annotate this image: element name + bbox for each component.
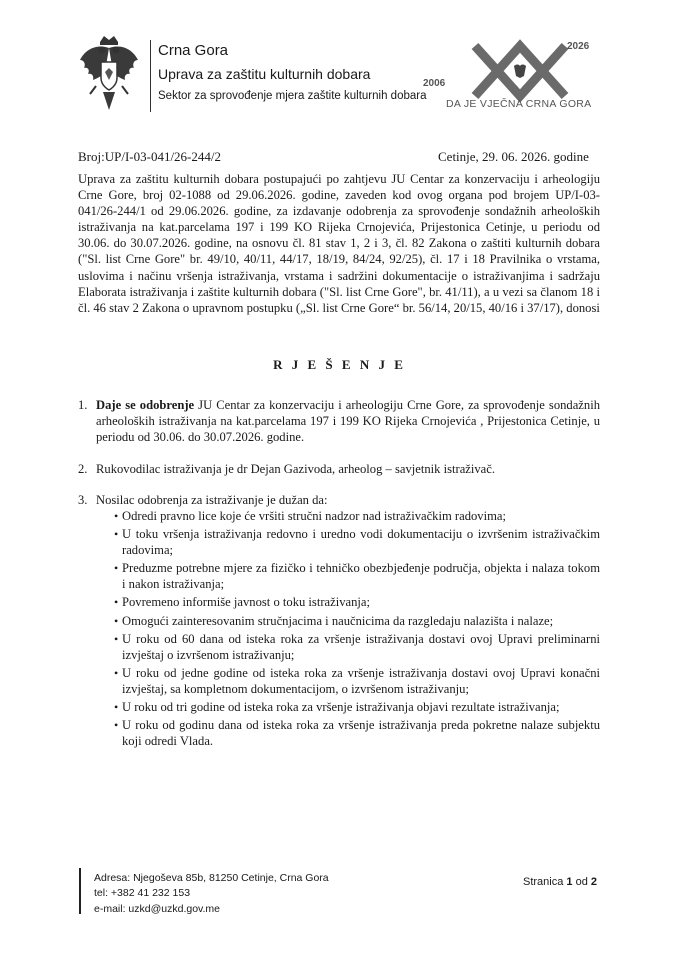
list-item: • Omogući zainteresovanim stručnjacima i naučnicima da razgledaju nalazišta i nalaze; bbox=[96, 613, 600, 629]
footer-address: Adresa: Njegoševa 85b, 81250 Cetinje, Crna Gora bbox=[94, 872, 329, 884]
intro-paragraph: Uprava za zaštitu kulturnih dobara postupajući po zahtjevu JU Centar za konzervaciju i arheologiju Crne Gore, broj 02-1088 od 29.06.2026. godine, zaveden kod ovog organa pod brojem UP/I-03-041/26-244/1 od 29.06.2026. godine, za izdavanje odobrenja za sprovođenje sondažnih arheoloških istraživanja na kat.parcelama 197 i 199 KO Rijeka Crnojevića, Prijestonica Cetinje, u periodu od 30.06. do 30.07.2026. godine, na osnovu čl. 81 stav 1, 2 i 3, čl. 82 Zakona o zaštiti kulturnih dobara ("Sl. list Crne Gore" br. 49/10, 40/11, 44/17, 18/19, 84/24, 92/25), čl. 17 i 18 Pravilnika o vrstama, uslovima i načinu vršenja istraživanja, vrstama i sadržini dokumentacije o istraživanjima i sadržaju Elaborata istraživanja i zaštite kulturnih dobara ("Sl. list Crne Gore", br. 41/11), a u vezi sa članom 18 i čl. 46 stav 2 Zakona o upravnom postupku („Sl. list Crne Gore“ br. 56/14, 20/15, 40/16 i 37/17), donosi bbox=[78, 172, 600, 315]
item-text: Nosilac odobrenja za istraživanje je dužan da: bbox=[96, 493, 328, 507]
coat-of-arms-icon bbox=[78, 34, 140, 112]
list-item: • Preduzme potrebne mjere za fizičko i tehničko obezbjeđenje područja, objekta i nalaza tokom i nakon istraživanja; bbox=[96, 560, 600, 592]
list-item: • U roku od godinu dana od isteka roka za vršenje istraživanja preda pokretne nalaze subjektu koji odredi Vlada. bbox=[96, 717, 600, 749]
decision-item-1 bbox=[78, 397, 600, 445]
item-body: JU Centar za konzervaciju i arheologiju Crne Gore, za sprovođenje sondažnih arheoloških istraživanja na kat.parcelama 197 i 199 KO Rijeka Crnojevića , Prijestonica Cetinje, u periodu od 30.06. do 30.07.2026. godine. bbox=[96, 398, 600, 445]
item-text bbox=[78, 397, 600, 445]
list-item: • Povremeno informiše javnost o toku istraživanja; bbox=[96, 594, 600, 610]
list-item: • U roku od 60 dana od isteka roka za vršenje istraživanja dostavi ovoj Upravi preliminarni izvještaj o izvršenom istraživanju; bbox=[96, 631, 600, 663]
jubilee-tagline: DA JE VJEČNA CRNA GORA bbox=[446, 98, 592, 110]
jubilee-year-end: 2026 bbox=[567, 41, 590, 52]
reference-number: Broj:UP/I-03-041/26-244/2 bbox=[78, 149, 221, 164]
list-item: • Odredi pravno lice koje će vršiti stručni nadzor nad istraživačkim radovima; bbox=[96, 508, 600, 524]
list-item: • U roku od tri godine od isteka roka za vršenje istraživanja objavi rezultate istraživanja; bbox=[96, 699, 600, 715]
header-sector: Sektor za sprovođenje mjera zaštite kulturnih dobara bbox=[158, 90, 427, 102]
page-of: od bbox=[575, 876, 588, 888]
decision-title: R J E Š E N J E bbox=[273, 357, 406, 372]
footer-divider bbox=[79, 868, 81, 914]
list-item: • U roku od jedne godine od isteka roka za vršenje istraživanja dostavi ovoj Upravi konačni izvještaj, sa kompletnom dokumentacijom, o izvršenom istraživanju; bbox=[96, 665, 600, 697]
list-item: • U toku vršenja istraživanja redovno i uredno vodi dokumentaciju o izvršenim istraživačkim radovima; bbox=[96, 526, 600, 558]
decision-item-2 bbox=[78, 461, 600, 477]
item-text: Rukovodilac istraživanja je dr Dejan Gazivoda, arheolog – savjetnik istraživač. bbox=[96, 462, 496, 476]
item-bold-lead: Daje se odobrenje bbox=[96, 398, 195, 412]
page-indicator bbox=[523, 876, 597, 888]
jubilee-year-start: 2006 bbox=[423, 78, 446, 89]
duties-list bbox=[96, 508, 600, 751]
header-divider bbox=[150, 40, 151, 112]
decision-item-3 bbox=[78, 492, 600, 508]
page-current: 1 bbox=[566, 876, 573, 888]
item-number: 3. bbox=[78, 493, 88, 507]
header-country: Crna Gora bbox=[158, 42, 229, 59]
reference-place-date: Cetinje, 29. 06. 2026. godine bbox=[438, 149, 589, 164]
page-word: Stranica bbox=[523, 876, 564, 888]
item-number: 1. bbox=[78, 398, 88, 412]
footer-email: e-mail: uzkd@uzkd.gov.me bbox=[94, 903, 221, 915]
page-total: 2 bbox=[590, 876, 598, 888]
item-number: 2. bbox=[78, 462, 88, 476]
footer-phone: tel: +382 41 232 153 bbox=[94, 887, 191, 899]
header-agency: Uprava za zaštitu kulturnih dobara bbox=[158, 66, 371, 82]
